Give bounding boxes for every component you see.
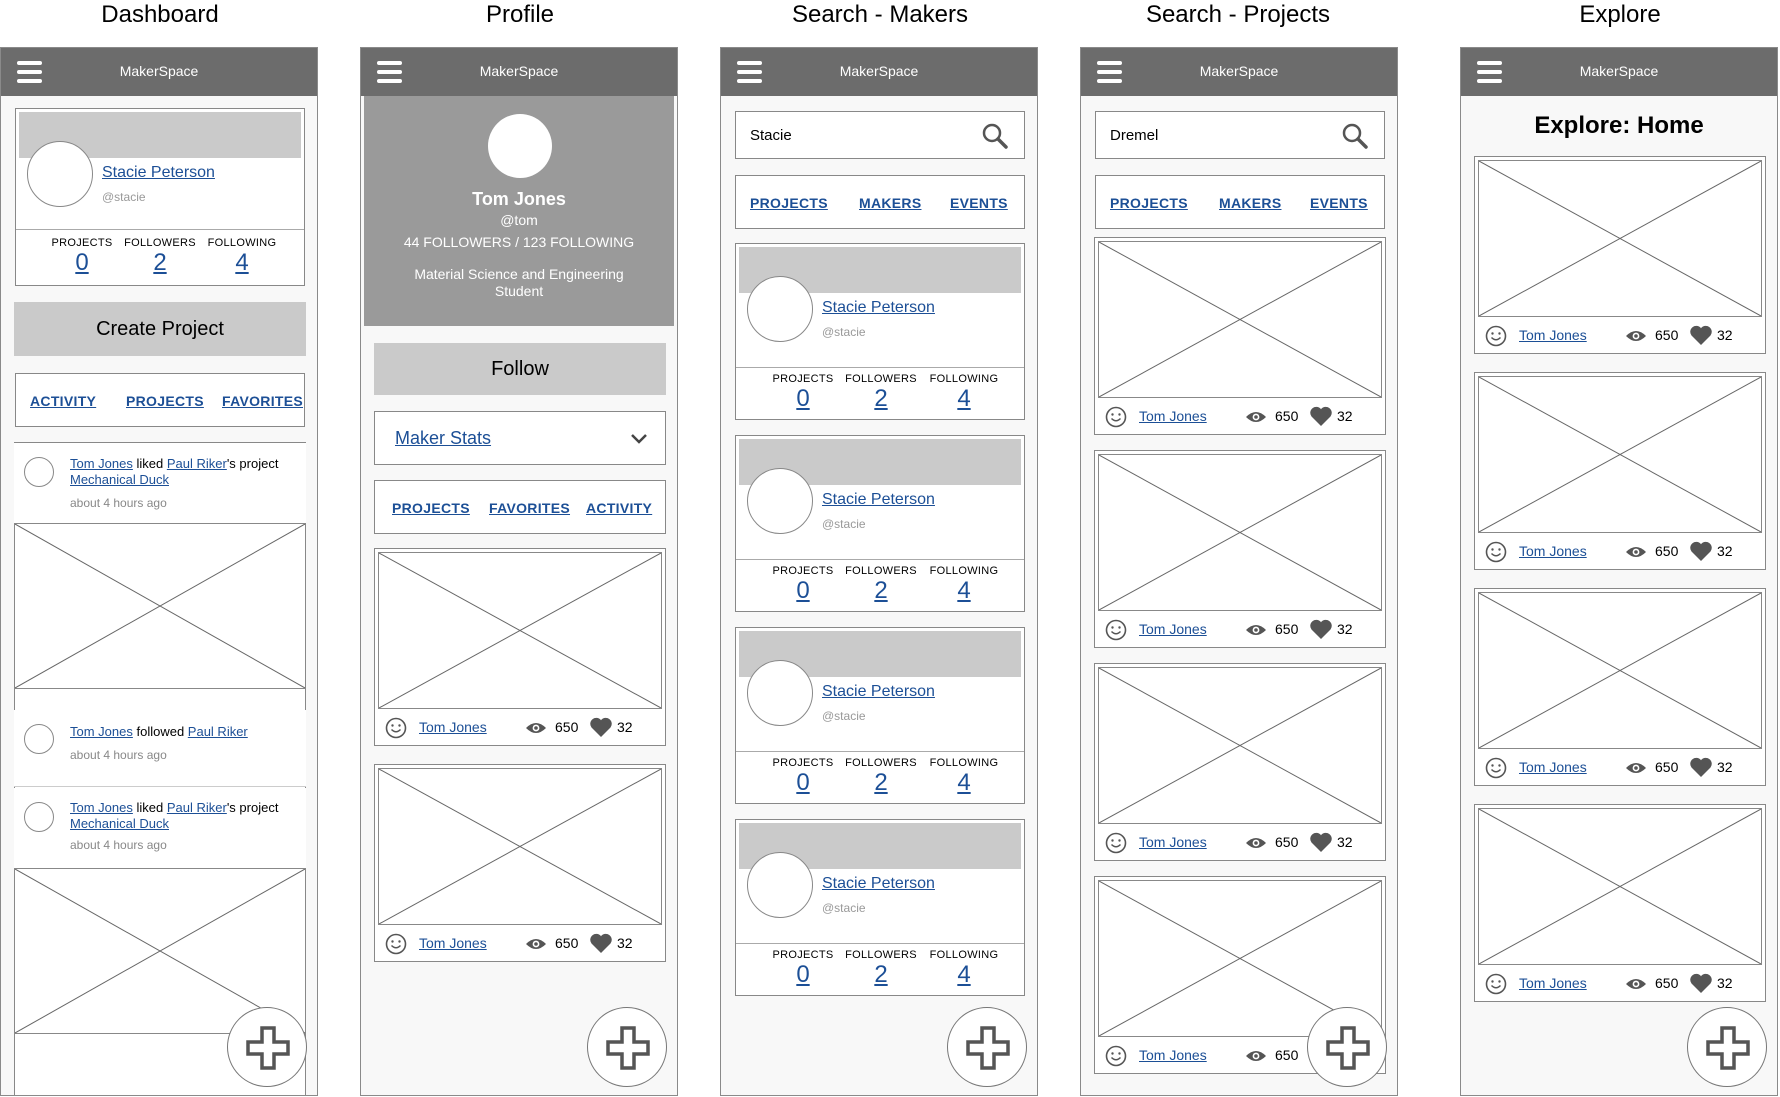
stat-value: 0 (796, 961, 810, 988)
placeholder-cross (1479, 809, 1761, 964)
view-count: 650 (1655, 327, 1679, 343)
search-projects-screen (1080, 47, 1398, 1096)
eye-icon (1625, 545, 1647, 559)
heart-icon[interactable] (1309, 831, 1333, 853)
eye-icon (525, 937, 547, 951)
stat-following[interactable] (202, 237, 282, 277)
view-count: 650 (1655, 543, 1679, 559)
plus-icon (1325, 1025, 1371, 1071)
stat-label: FOLLOWERS (124, 237, 196, 249)
maker-result-card[interactable] (735, 627, 1025, 804)
project-image-placeholder (1478, 376, 1762, 533)
search-input[interactable] (748, 126, 952, 145)
stat-value: 4 (957, 385, 971, 412)
search-icon[interactable] (1342, 123, 1368, 149)
avatar[interactable] (27, 141, 93, 207)
stat-following[interactable] (924, 757, 1004, 797)
stat-label: FOLLOWING (929, 757, 999, 769)
maker-result-card[interactable] (735, 435, 1025, 612)
heart-icon[interactable] (589, 716, 613, 738)
heart-icon[interactable] (1309, 405, 1333, 427)
project-footer (1475, 751, 1765, 785)
project-image-placeholder (1478, 808, 1762, 965)
project-card[interactable] (1474, 156, 1766, 354)
project-author-link[interactable]: Tom Jones (419, 719, 487, 735)
activity-suffix: 's project (226, 800, 279, 815)
stat-followers[interactable] (120, 237, 200, 277)
eye-icon (525, 721, 547, 735)
activity-verb: liked (132, 456, 167, 471)
project-card[interactable] (374, 764, 666, 962)
like-count: 32 (1337, 834, 1353, 850)
add-project-button[interactable] (1687, 1007, 1767, 1087)
stat-followers[interactable] (841, 757, 921, 797)
project-author-link[interactable]: Tom Jones (1139, 408, 1207, 424)
stat-value: 0 (796, 385, 810, 412)
project-card[interactable] (374, 548, 666, 746)
heart-icon[interactable] (1309, 618, 1333, 640)
explore-title: Explore: Home (1534, 112, 1704, 139)
search-makers-screen (720, 47, 1038, 1096)
view-count: 650 (1655, 975, 1679, 991)
add-project-button[interactable] (227, 1007, 307, 1087)
like-count: 32 (1337, 621, 1353, 637)
search-icon[interactable] (982, 123, 1008, 149)
smiley-icon (385, 717, 407, 739)
search-bar (1095, 111, 1385, 159)
stat-label: FOLLOWERS (845, 373, 917, 385)
maker-handle: @stacie (822, 517, 866, 531)
project-image-placeholder[interactable] (14, 523, 306, 689)
avatar (488, 114, 552, 178)
stat-value: 2 (874, 961, 888, 988)
dashboard-tabs (15, 373, 305, 427)
stat-followers[interactable] (841, 373, 921, 413)
activity-time: about 4 hours ago (70, 838, 167, 852)
target-link[interactable]: Paul Riker (166, 456, 227, 471)
add-project-button[interactable] (587, 1007, 667, 1087)
activity-item (14, 710, 306, 787)
view-count: 650 (1275, 408, 1299, 424)
project-card[interactable] (1474, 804, 1766, 1002)
plus-icon (1705, 1025, 1751, 1071)
project-footer (1095, 400, 1385, 434)
project-footer (1095, 613, 1385, 647)
stat-label: FOLLOWERS (845, 565, 917, 577)
screen-title-profile: Profile (485, 1, 555, 28)
project-card[interactable] (1094, 237, 1386, 435)
project-image-placeholder (1098, 241, 1382, 398)
project-author-link[interactable]: Tom Jones (1519, 975, 1587, 991)
screen-title-explore: Explore (1579, 1, 1661, 28)
placeholder-cross (1099, 668, 1381, 823)
plus-icon (605, 1025, 651, 1071)
stat-label: PROJECTS (772, 373, 834, 385)
like-count: 32 (1717, 759, 1733, 775)
stat-projects[interactable] (763, 373, 843, 413)
stat-value: 0 (796, 769, 810, 796)
stat-label: PROJECTS (772, 949, 834, 961)
activity-suffix: 's project (226, 456, 279, 471)
follow-stats: 44 FOLLOWERS / 123 FOLLOWING (403, 234, 635, 250)
top-bar (721, 48, 1037, 96)
smiley-icon (1105, 406, 1127, 428)
project-image-placeholder (378, 552, 662, 709)
plus-icon (965, 1025, 1011, 1071)
avatar[interactable] (747, 852, 813, 918)
placeholder-cross (379, 769, 661, 924)
smiley-icon (385, 933, 407, 955)
chevron-down-icon (631, 434, 647, 444)
activity-item (14, 443, 306, 524)
stat-following[interactable] (924, 949, 1004, 989)
tab-favorites[interactable]: FAVORITES (489, 500, 571, 516)
view-count: 650 (555, 935, 579, 951)
eye-icon (1245, 836, 1267, 850)
placeholder-cross (1479, 593, 1761, 748)
app-name: MakerSpace (839, 63, 919, 79)
tab-makers[interactable]: MAKERS (859, 195, 922, 211)
like-count: 32 (1717, 327, 1733, 343)
tab-projects[interactable]: PROJECTS (750, 195, 828, 211)
project-footer (375, 927, 665, 961)
search-tabs (735, 175, 1025, 229)
tab-projects[interactable]: PROJECTS (126, 393, 204, 409)
target-link[interactable]: Paul Riker (166, 800, 227, 815)
eye-icon (1625, 329, 1647, 343)
follow-button[interactable]: Follow (374, 343, 666, 395)
profile-tabs (374, 480, 666, 534)
smiley-icon (1485, 973, 1507, 995)
smiley-icon (1485, 757, 1507, 779)
top-bar (361, 48, 677, 96)
divider (736, 751, 1024, 752)
eye-icon (1245, 623, 1267, 637)
app-name: MakerSpace (1579, 63, 1659, 79)
create-project-button[interactable]: Create Project (14, 302, 306, 356)
smiley-icon (1105, 619, 1127, 641)
stat-label: FOLLOWING (929, 949, 999, 961)
view-count: 650 (1275, 621, 1299, 637)
placeholder-cross (1479, 377, 1761, 532)
placeholder-cross (1099, 242, 1381, 397)
placeholder-cross (1099, 455, 1381, 610)
maker-handle: @stacie (822, 325, 866, 339)
heart-icon[interactable] (589, 932, 613, 954)
tab-favorites[interactable]: FAVORITES (222, 393, 304, 409)
activity-item (14, 788, 306, 868)
view-count: 650 (1275, 834, 1299, 850)
activity-text (70, 800, 278, 832)
stat-value: 4 (957, 961, 971, 988)
stat-value: 4 (957, 577, 971, 604)
tab-events[interactable]: EVENTS (1310, 195, 1368, 211)
activity-time: about 4 hours ago (70, 748, 167, 762)
view-count: 650 (555, 719, 579, 735)
maker-stats-dropdown[interactable] (374, 411, 666, 465)
tab-activity[interactable]: ACTIVITY (30, 393, 97, 409)
top-bar (1461, 48, 1777, 96)
explore-screen (1460, 47, 1778, 1096)
stat-label: PROJECTS (772, 565, 834, 577)
smiley-icon (1485, 325, 1507, 347)
project-image-placeholder (1098, 454, 1382, 611)
app-name: MakerSpace (479, 63, 559, 79)
heart-icon[interactable] (1689, 972, 1713, 994)
avatar[interactable] (24, 802, 54, 832)
project-footer (1475, 535, 1765, 569)
divider (736, 559, 1024, 560)
profile-bio: Material Science and Engineering Student (414, 266, 624, 299)
stat-label: FOLLOWING (207, 237, 277, 249)
divider (16, 229, 304, 230)
add-project-button[interactable] (947, 1007, 1027, 1087)
eye-icon (1245, 1049, 1267, 1063)
stat-projects[interactable] (763, 565, 843, 605)
like-count: 32 (617, 719, 633, 735)
project-footer (1095, 826, 1385, 860)
actor-link[interactable]: Tom Jones (70, 800, 133, 815)
activity-verb: followed (132, 724, 188, 739)
profile-name: Tom Jones (472, 189, 566, 209)
maker-handle: @stacie (822, 709, 866, 723)
heart-icon[interactable] (1689, 540, 1713, 562)
placeholder-cross (15, 524, 305, 688)
stat-value: 2 (874, 577, 888, 604)
stat-value: 2 (874, 385, 888, 412)
project-footer (375, 711, 665, 745)
project-author-link[interactable]: Tom Jones (419, 935, 487, 951)
project-author-link[interactable]: Tom Jones (1139, 621, 1207, 637)
top-bar (1081, 48, 1397, 96)
actor-link[interactable]: Tom Jones (70, 456, 133, 471)
eye-icon (1625, 977, 1647, 991)
stat-following[interactable] (924, 373, 1004, 413)
divider (736, 943, 1024, 944)
like-count: 32 (617, 935, 633, 951)
project-author-link[interactable]: Tom Jones (1139, 834, 1207, 850)
add-project-button[interactable] (1307, 1007, 1387, 1087)
stat-value: 2 (874, 769, 888, 796)
maker-name-link[interactable]: Stacie Peterson (822, 683, 935, 700)
actor-link[interactable]: Tom Jones (70, 724, 133, 739)
stat-label: PROJECTS (772, 757, 834, 769)
search-input[interactable] (1108, 126, 1312, 145)
activity-time: about 4 hours ago (70, 496, 167, 510)
project-link[interactable]: Mechanical Duck (70, 472, 169, 487)
dashboard-screen (0, 47, 318, 1096)
stat-label: FOLLOWING (929, 373, 999, 385)
placeholder-cross (1479, 161, 1761, 316)
target-link[interactable]: Paul Riker (187, 724, 248, 739)
app-name: MakerSpace (119, 63, 199, 79)
project-link[interactable]: Mechanical Duck (70, 816, 169, 831)
project-author-link[interactable]: Tom Jones (1519, 759, 1587, 775)
project-image-placeholder (1478, 160, 1762, 317)
maker-stats-label: Maker Stats (395, 428, 492, 448)
maker-result-card[interactable] (735, 243, 1025, 420)
profile-handle: @tom (500, 212, 538, 228)
view-count: 650 (1275, 1047, 1299, 1063)
tab-events[interactable]: EVENTS (950, 195, 1008, 211)
project-card[interactable] (1474, 372, 1766, 570)
project-author-link[interactable]: Tom Jones (1519, 543, 1587, 559)
stat-label: FOLLOWERS (845, 757, 917, 769)
project-card[interactable] (1094, 450, 1386, 648)
screen-title-dashboard: Dashboard (101, 1, 219, 28)
maker-name-link[interactable]: Stacie Peterson (822, 299, 935, 316)
maker-profile-card (15, 108, 305, 286)
project-card[interactable] (1474, 588, 1766, 786)
tab-makers[interactable]: MAKERS (1219, 195, 1282, 211)
maker-handle: @stacie (822, 901, 866, 915)
like-count: 32 (1717, 543, 1733, 559)
placeholder-cross (379, 553, 661, 708)
activity-text (70, 456, 278, 488)
heart-icon[interactable] (1689, 756, 1713, 778)
stat-label: FOLLOWING (929, 565, 999, 577)
maker-name-link[interactable]: Stacie Peterson (102, 164, 215, 181)
screen-title-search-makers: Search - Makers (791, 1, 969, 28)
project-card[interactable] (1094, 663, 1386, 861)
stat-projects[interactable] (42, 237, 122, 277)
project-footer (1475, 319, 1765, 353)
avatar[interactable] (747, 660, 813, 726)
avatar[interactable] (747, 468, 813, 534)
avatar[interactable] (24, 457, 54, 487)
search-bar (735, 111, 1025, 159)
view-count: 650 (1655, 759, 1679, 775)
heart-icon[interactable] (1689, 324, 1713, 346)
stat-projects[interactable] (763, 757, 843, 797)
maker-result-card[interactable] (735, 819, 1025, 996)
profile-header (364, 96, 674, 326)
stat-value: 0 (796, 577, 810, 604)
like-count: 32 (1337, 408, 1353, 424)
project-image-placeholder (1478, 592, 1762, 749)
tab-projects[interactable]: PROJECTS (1110, 195, 1188, 211)
profile-screen (360, 47, 678, 1096)
stat-value: 4 (235, 249, 249, 276)
avatar[interactable] (747, 276, 813, 342)
smiley-icon (1485, 541, 1507, 563)
maker-name-link[interactable]: Stacie Peterson (822, 875, 935, 892)
activity-verb: liked (132, 800, 167, 815)
maker-handle: @stacie (102, 190, 146, 204)
stat-value: 2 (153, 249, 167, 276)
top-bar (1, 48, 317, 96)
project-author-link[interactable]: Tom Jones (1139, 1047, 1207, 1063)
screen-title-search-projects: Search - Projects (1145, 1, 1331, 28)
divider (736, 367, 1024, 368)
eye-icon (1245, 410, 1267, 424)
avatar[interactable] (24, 724, 54, 754)
smiley-icon (1105, 832, 1127, 854)
project-footer (1475, 967, 1765, 1001)
eye-icon (1625, 761, 1647, 775)
like-count: 32 (1717, 975, 1733, 991)
tab-activity[interactable]: ACTIVITY (586, 500, 653, 516)
plus-icon (245, 1025, 291, 1071)
stat-following[interactable] (924, 565, 1004, 605)
stat-value: 0 (75, 249, 89, 276)
stat-value: 4 (957, 769, 971, 796)
app-name: MakerSpace (1199, 63, 1279, 79)
project-image-placeholder (378, 768, 662, 925)
stat-projects[interactable] (763, 949, 843, 989)
stat-followers[interactable] (841, 565, 921, 605)
activity-text (70, 724, 248, 740)
search-tabs (1095, 175, 1385, 229)
tab-projects[interactable]: PROJECTS (392, 500, 470, 516)
stat-label: PROJECTS (51, 237, 113, 249)
smiley-icon (1105, 1045, 1127, 1067)
project-image-placeholder (1098, 667, 1382, 824)
stat-label: FOLLOWERS (845, 949, 917, 961)
maker-name-link[interactable]: Stacie Peterson (822, 491, 935, 508)
stat-followers[interactable] (841, 949, 921, 989)
project-author-link[interactable]: Tom Jones (1519, 327, 1587, 343)
